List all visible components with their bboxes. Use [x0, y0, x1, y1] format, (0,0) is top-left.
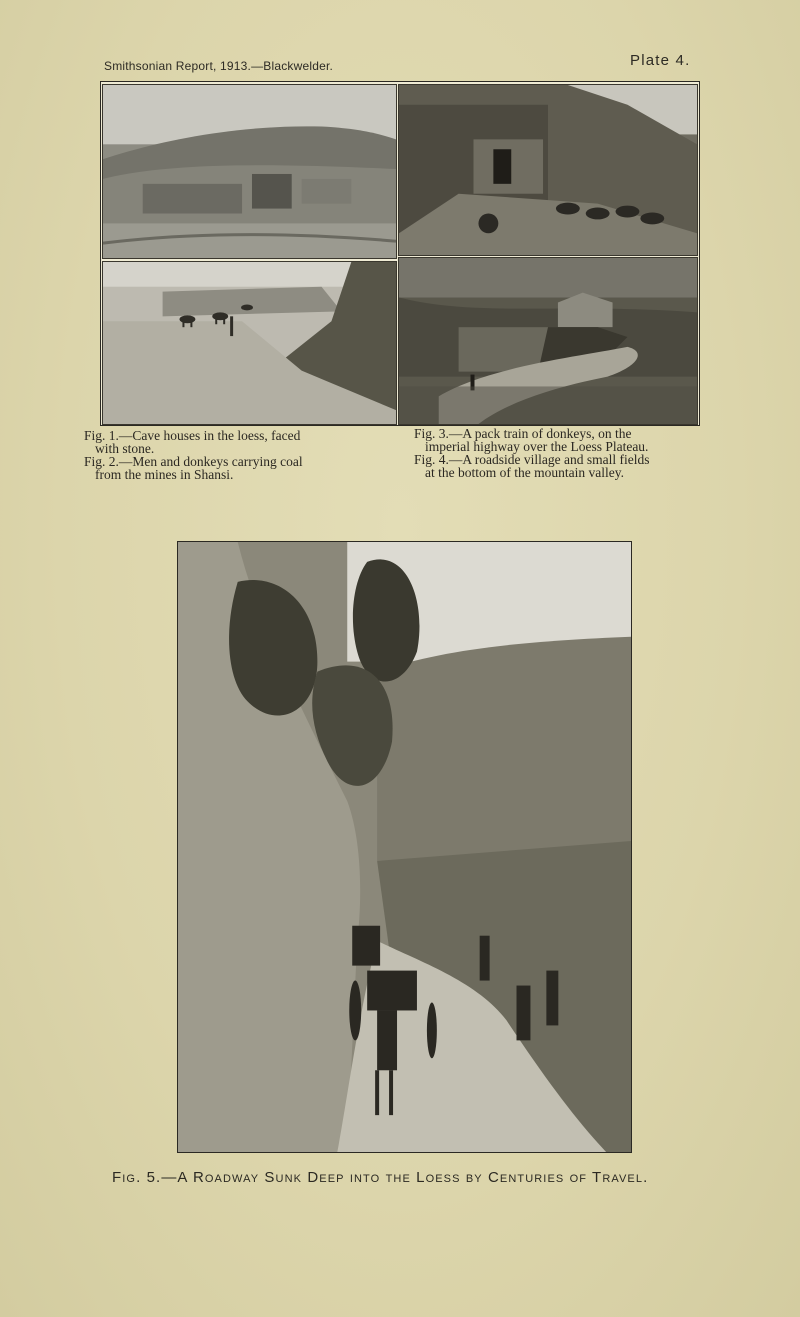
caption-line: Fig. 2.—Men and donkeys carrying coal — [84, 454, 303, 469]
photo-cave-houses — [102, 84, 397, 259]
caption-line: with stone. — [95, 441, 155, 456]
caption-figs-3-4 — [414, 427, 714, 479]
photo-donkeys-coal — [102, 261, 397, 425]
photo-pack-train — [398, 84, 698, 256]
photo-roadside-village — [398, 257, 698, 425]
caption-line: at the bottom of the mountain valley. — [425, 465, 624, 480]
plate-label: Plate 4. — [630, 52, 691, 69]
caption-line: Fig. 1.—Cave houses in the loess, faced — [84, 428, 301, 443]
caption-line: Fig. 4.—A roadside village and small fields — [414, 452, 650, 467]
caption-line: Fig. 3.—A pack train of donkeys, on the — [414, 426, 632, 441]
caption-line: imperial highway over the Loess Plateau. — [425, 439, 649, 454]
photo-sunken-roadway — [177, 541, 632, 1153]
caption-figs-1-2 — [84, 429, 394, 481]
figure-5-caption: Fig. 5.—A Roadway Sunk Deep into the Loess by Centuries of Travel. — [112, 1169, 649, 1186]
caption-line: from the mines in Shansi. — [95, 467, 234, 482]
running-head: Smithsonian Report, 1913.—Blackwelder. — [104, 59, 334, 73]
